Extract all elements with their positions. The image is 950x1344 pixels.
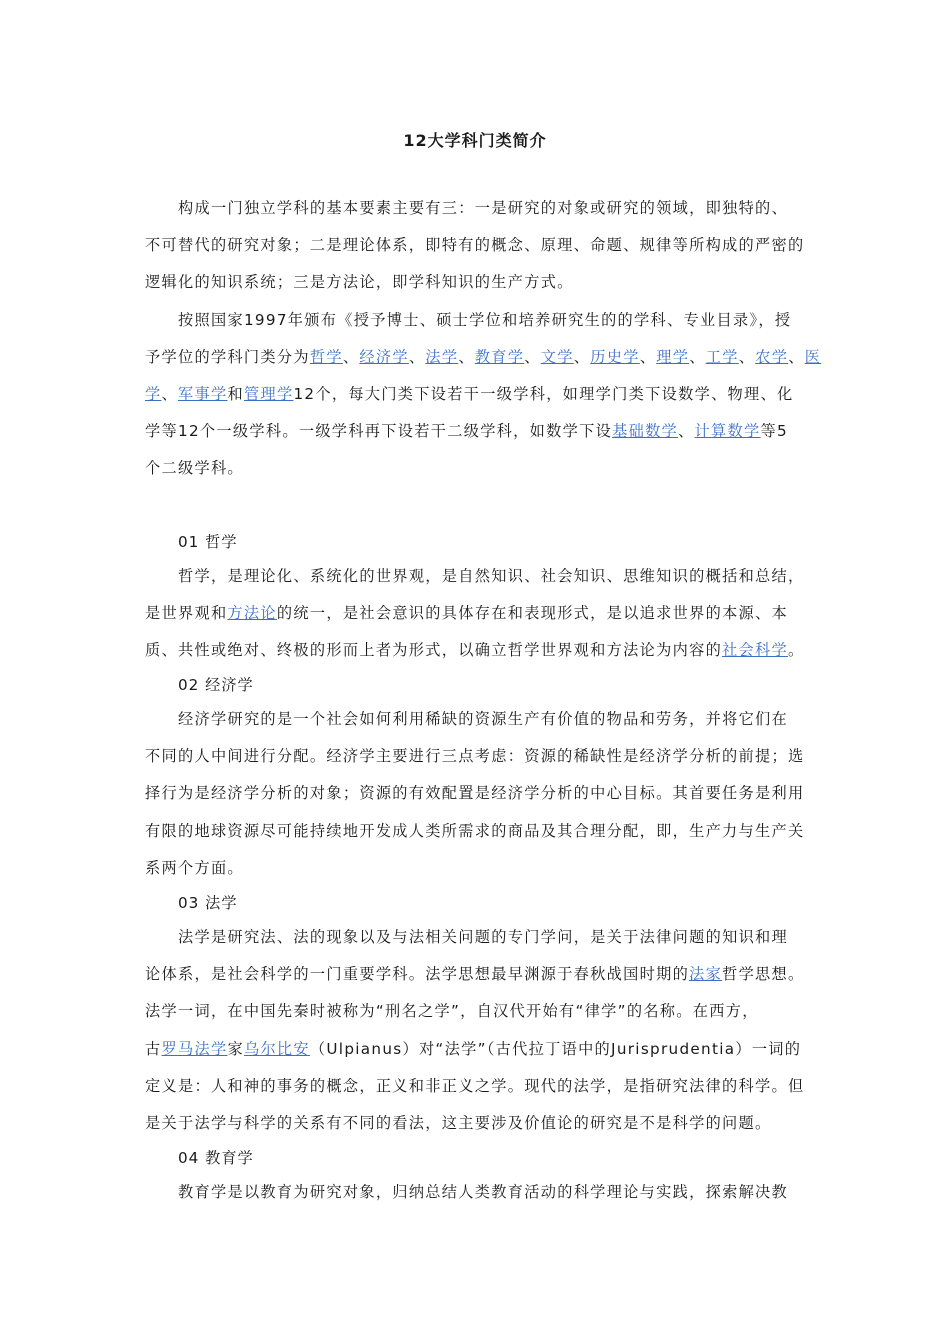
link-management[interactable]: 管理学: [243, 384, 294, 403]
link-roman-law[interactable]: 罗马法学: [161, 1039, 228, 1058]
philosophy-line2: [145, 595, 807, 632]
intro-p2-line4: [145, 413, 807, 450]
link-economics[interactable]: 经济学: [359, 347, 409, 366]
separator: 、: [342, 347, 360, 366]
intro-p1-line3: 逻辑化的知识系统；三是方法论，即学科知识的生产方式。: [145, 273, 574, 292]
document-body: [145, 190, 822, 1211]
link-social-science[interactable]: 社会科学: [722, 640, 789, 659]
separator: 、: [458, 347, 475, 366]
link-agriculture[interactable]: 农学: [755, 347, 789, 366]
intro-p2-text: 予学位的学科门类分为: [145, 347, 310, 366]
link-ulpian[interactable]: 乌尔比安: [243, 1039, 310, 1058]
section-heading-philosophy: 01 哲学: [178, 532, 238, 551]
philosophy-text: 的统一，是社会意识的具体存在和表现形式，是以追求世界的本源、本: [276, 603, 789, 622]
spacer: [145, 488, 807, 526]
link-pure-math[interactable]: 基础数学: [612, 422, 679, 441]
separator: 、: [161, 384, 178, 403]
intro-p2-text: 学等12个一级学科。一级学科再下设若干二级学科，如数学下设: [145, 422, 613, 441]
separator: 、: [788, 347, 805, 366]
link-military[interactable]: 军事学: [178, 384, 228, 403]
link-science[interactable]: 理学: [656, 347, 690, 366]
separator: 、: [738, 347, 756, 366]
economics-line4: 有限的地球资源尽可能持续地开发成人类所需求的商品及其合理分配，即，生产力与生产关: [145, 821, 805, 840]
link-medicine-part1[interactable]: 医: [804, 347, 822, 366]
link-philosophy[interactable]: 哲学: [309, 347, 343, 366]
law-line3: 法学一词，在中国先秦时被称为“刑名之学”，自汉代开始有“律学”的名称。在西方，: [145, 1002, 759, 1021]
intro-p1-line1: 构成一门独立学科的基本要素主要有三：一是研究的对象或研究的领域，即独特的、: [178, 199, 789, 217]
economics-line5: 系两个方面。: [145, 858, 244, 877]
intro-p2-text: 12个，每大门类下设若干一级学科，如理学门类下设数学、物理、化: [293, 384, 794, 403]
law-text: 论体系，是社会科学的一门重要学科。法学思想最早渊源于春秋战国时期的: [145, 965, 690, 984]
law-text: 哲学思想。: [722, 965, 805, 984]
conjunction: 和: [227, 384, 244, 403]
philosophy-text: 。: [788, 640, 805, 659]
intro-p2-line3: [145, 376, 807, 413]
philosophy-line3: [145, 632, 807, 669]
link-medicine-part2[interactable]: 学: [145, 384, 162, 403]
philosophy-text: 质、共性或绝对、终极的形而上者为形式，以确立哲学世界观和方法论为内容的: [145, 640, 723, 659]
law-line1: 法学是研究法、法的现象以及与法相关问题的专门学问，是关于法律问题的知识和理: [178, 928, 789, 946]
law-text: （Ulpianus）对“法学”（古代拉丁语中的Jurisprudentia）一词的: [309, 1039, 802, 1058]
link-education[interactable]: 教育学: [474, 347, 525, 366]
section-heading-economics: 02 经济学: [178, 676, 254, 695]
link-history[interactable]: 历史学: [590, 347, 640, 366]
economics-line3: 择行为是经济学分析的对象；资源的有效配置是经济学分析的中心目标。其首要任务是利用: [145, 784, 805, 803]
link-legalism[interactable]: 法家: [689, 965, 723, 984]
intro-p1-line2: 不可替代的研究对象；二是理论体系，即特有的概念、原理、命题、规律等所构成的严密的: [145, 236, 805, 255]
section-heading-education: 04 教育学: [178, 1149, 254, 1168]
link-methodology[interactable]: 方法论: [227, 603, 277, 622]
economics-line2: 不同的人中间进行分配。经济学主要进行三点考虑：资源的稀缺性是经济学分析的前提；选: [145, 747, 805, 766]
section-heading-law: 03 法学: [178, 894, 238, 912]
intro-p2-line5: 个二级学科。: [145, 459, 244, 478]
separator: 、: [639, 347, 657, 366]
link-law[interactable]: 法学: [425, 347, 459, 366]
law-line2: [145, 956, 807, 993]
law-text: 古: [145, 1039, 162, 1058]
law-text: 家: [227, 1039, 244, 1058]
intro-p2-line1: 按照国家1997年颁布《授予博士、硕士学位和培养研究生的的学科、专业目录》，授: [178, 310, 792, 329]
philosophy-line1: 哲学，是理论化、系统化的世界观，是自然知识、社会知识、思维知识的概括和总结，: [178, 566, 805, 585]
intro-p2-line2: [145, 339, 822, 376]
separator: 、: [678, 422, 695, 441]
link-engineering[interactable]: 工学: [705, 347, 739, 366]
law-line5: 定义是：人和神的事务的概念，正义和非正义之学。现代的法学，是指研究法律的科学。但: [145, 1076, 805, 1095]
law-line6: 是关于法学与科学的关系有不同的看法，这主要涉及价值论的研究是不是科学的问题。: [145, 1113, 772, 1132]
link-computational-math[interactable]: 计算数学: [694, 422, 761, 441]
philosophy-text: 是世界观和: [145, 603, 228, 622]
economics-line1: 经济学研究的是一个社会如何利用稀缺的资源生产有价值的物品和劳务，并将它们在: [178, 710, 789, 729]
separator: 、: [524, 347, 541, 366]
separator: 、: [689, 347, 706, 366]
education-line1: 教育学是以教育为研究对象，归纳总结人类教育活动的科学理论与实践，探索解决教: [178, 1183, 789, 1202]
separator: 、: [573, 347, 591, 366]
document-title: 12大学科门类简介: [403, 131, 547, 150]
law-line4: [145, 1031, 807, 1068]
link-literature[interactable]: 文学: [540, 347, 574, 366]
separator: 、: [408, 347, 426, 366]
intro-p2-text: 等5: [760, 422, 788, 441]
